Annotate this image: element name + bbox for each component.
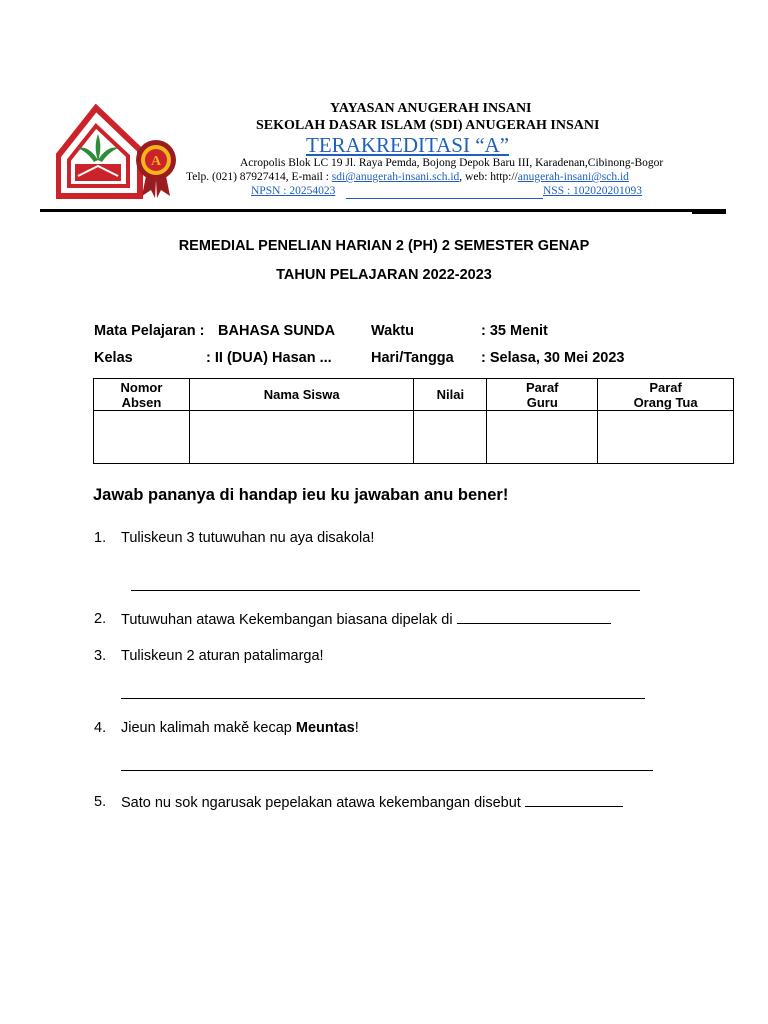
exam-title: REMEDIAL PENELIAN HARIAN 2 (PH) 2 SEMESTER GENAP [178, 238, 590, 254]
subject-value: BAHASA SUNDA [218, 323, 336, 339]
cell-nomor-absen[interactable] [94, 411, 190, 464]
question-text: Tuliskeun 2 aturan patalimarga! [121, 648, 324, 664]
question-text: Tuliskeun 3 tutuwuhan nu aya disakola! [121, 530, 375, 546]
instruction-text: Jawab pananya di handap ieu ku jawaban anu bener! [93, 486, 509, 504]
day-label: Hari/Tangga [371, 350, 454, 366]
email-link[interactable]: sdi@anugerah-insani.sch.id [331, 171, 460, 183]
table-row [94, 411, 734, 464]
foundation-name: YAYASAN ANUGERAH INSANI [330, 101, 532, 116]
student-score-table [93, 378, 734, 464]
question-number: 3. [94, 648, 107, 664]
question-text-end: ! [354, 720, 359, 736]
web-label: , web: http:// [459, 171, 518, 183]
phone-email-label: Telp. (021) 87927414, E-mail : [186, 171, 332, 183]
header-paraf-guru: Paraf Guru [487, 379, 598, 411]
answer-blank-2[interactable] [457, 611, 611, 624]
school-address: Acropolis Blok LC 19 Jl. Raya Pemda, Bojong Depok Baru III, Karadenan,Cibinong-Bogor [240, 157, 664, 169]
cell-paraf-orang-tua[interactable] [598, 411, 734, 464]
class-label: Kelas [94, 350, 133, 366]
cell-nilai[interactable] [414, 411, 487, 464]
web-link[interactable]: anugerah-insani@sch.id [517, 171, 629, 183]
header-divider-accent [692, 212, 726, 214]
table-header-row [94, 379, 734, 411]
answer-line-4[interactable] [121, 770, 653, 771]
question-number: 2. [94, 611, 107, 627]
class-value: : II (DUA) Hasan ... [206, 350, 332, 366]
nss-number: NSS : 102020201093 [543, 185, 643, 197]
link-underline [346, 198, 543, 199]
academic-year: TAHUN PELAJARAN 2022-2023 [276, 267, 492, 283]
npsn-number: NPSN : 20254023 [251, 185, 336, 197]
contact-line [186, 171, 629, 183]
svg-text:A: A [150, 154, 162, 169]
question-number: 5. [94, 794, 107, 810]
day-value: : Selasa, 30 Mei 2023 [481, 350, 625, 366]
house-emblem-icon [58, 108, 140, 196]
header-paraf-orang-tua: Paraf Orang Tua [598, 379, 734, 411]
question-number: 4. [94, 720, 107, 736]
header-nama-siswa: Nama Siswa [189, 379, 414, 411]
header-nilai: Nilai [414, 379, 487, 411]
question-text: Tutuwuhan atawa Kekembangan biasana dipelak di [121, 612, 457, 628]
subject-label: Mata Pelajaran : [94, 323, 205, 339]
answer-line-1[interactable] [131, 590, 640, 591]
school-name: SEKOLAH DASAR ISLAM (SDI) ANUGERAH INSANI [256, 118, 600, 133]
cell-paraf-guru[interactable] [487, 411, 598, 464]
header-divider [40, 209, 726, 212]
time-value: : 35 Menit [481, 323, 548, 339]
header-nomor-absen: Nomor Absen [94, 379, 190, 411]
question-keyword: Meuntas [295, 720, 355, 736]
question-text: Sato nu sok ngarusak pepelakan atawa kekembangan disebut [121, 795, 525, 811]
accreditation-status: TERAKREDITASI “A” [306, 133, 510, 157]
school-logo [56, 104, 178, 200]
time-label: Waktu [371, 323, 414, 339]
question-text: Jieun kalimah makě kecap [121, 720, 296, 736]
question-number: 1. [94, 530, 107, 546]
cell-nama-siswa[interactable] [189, 411, 414, 464]
answer-line-3[interactable] [121, 698, 645, 699]
answer-blank-5[interactable] [525, 794, 623, 807]
